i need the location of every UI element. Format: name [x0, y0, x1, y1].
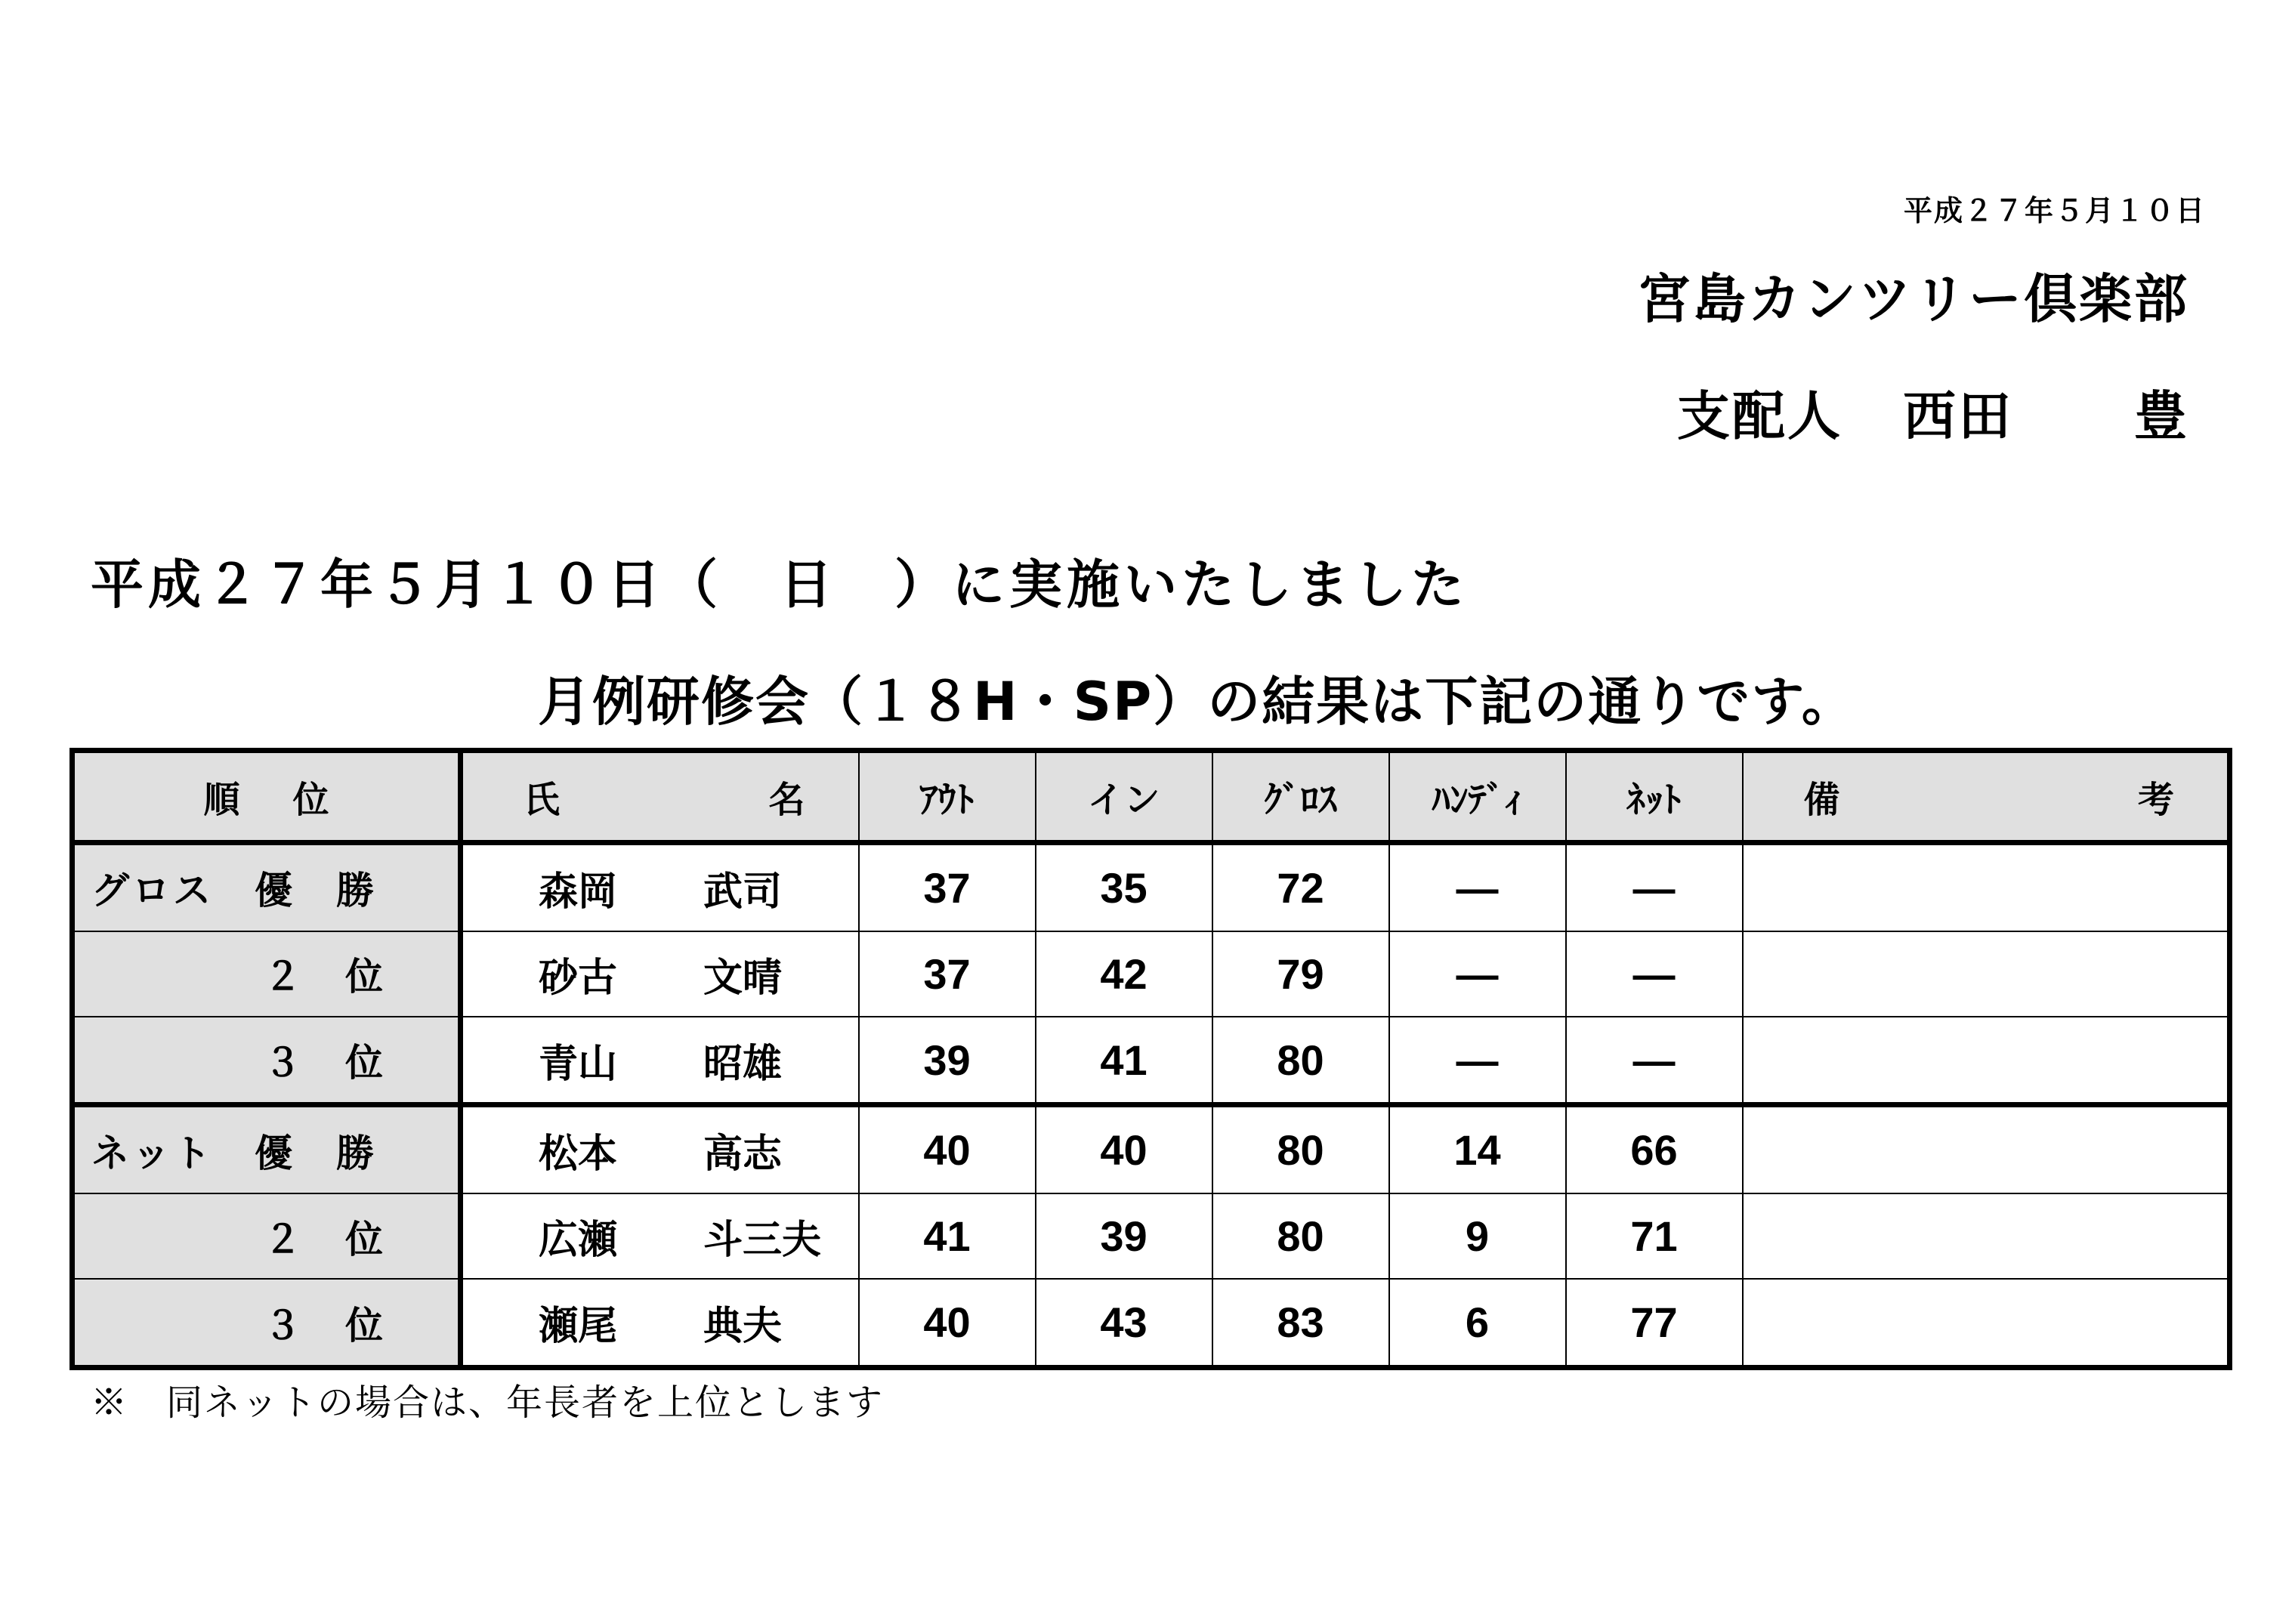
out-score: 41: [859, 1193, 1036, 1279]
net-score: 77: [1566, 1279, 1743, 1367]
rank-cell: ２ 位: [73, 931, 461, 1017]
in-score: 41: [1036, 1017, 1212, 1105]
handicap-value: 14: [1389, 1105, 1566, 1193]
gross-score: 80: [1212, 1017, 1389, 1105]
name-cell: 瀬尾 典夫: [461, 1279, 859, 1367]
name-cell: 広瀬 斗三夫: [461, 1193, 859, 1279]
net-score: —: [1566, 1017, 1743, 1105]
table-row: [73, 1017, 2230, 1105]
handicap-value: 9: [1389, 1193, 1566, 1279]
name-cell: 青山 昭雄: [461, 1017, 859, 1105]
net-score: 71: [1566, 1193, 1743, 1279]
manager-family-name: 西田: [1903, 385, 2013, 447]
in-score: 35: [1036, 843, 1212, 931]
in-score: 39: [1036, 1193, 1212, 1279]
gross-score: 80: [1212, 1105, 1389, 1193]
remarks-cell: [1743, 1193, 2230, 1279]
header-out: ｱｳﾄ: [859, 751, 1036, 843]
gross-score: 79: [1212, 931, 1389, 1017]
gross-score: 83: [1212, 1279, 1389, 1367]
header-in: イン: [1036, 751, 1212, 843]
footnote: ※ 同ネットの場合は、年長者を上位とします: [91, 1382, 885, 1424]
table-row: [73, 1193, 2230, 1279]
name-cell: 松本 高志: [461, 1105, 859, 1193]
remarks-cell: [1743, 1105, 2230, 1193]
manager-signature: [1677, 374, 2189, 450]
issue-date: 平成２７年５月１０日: [1903, 194, 2206, 227]
table-row: [73, 1279, 2230, 1367]
intro-line-1: 平成２７年５月１０日（ 日 ）に実施いたしました: [91, 554, 1469, 616]
manager-given-name: 豊: [2134, 385, 2189, 447]
table-row: [73, 843, 2230, 931]
net-score: —: [1566, 931, 1743, 1017]
rank-cell: グロス 優 勝: [73, 843, 461, 931]
net-score: 66: [1566, 1105, 1743, 1193]
header-gross: ｸﾞﾛｽ: [1212, 751, 1389, 843]
table-row: [73, 931, 2230, 1017]
header-name: 氏 名: [461, 751, 859, 843]
handicap-value: —: [1389, 931, 1566, 1017]
remarks-cell: [1743, 843, 2230, 931]
out-score: 37: [859, 931, 1036, 1017]
out-score: 40: [859, 1105, 1036, 1193]
in-score: 43: [1036, 1279, 1212, 1367]
handicap-value: —: [1389, 843, 1566, 931]
in-score: 42: [1036, 931, 1212, 1017]
out-score: 39: [859, 1017, 1036, 1105]
intro-line-2: 月例研修会（１８H・SP）の結果は下記の通りです。: [538, 671, 1856, 733]
rank-cell: ネット 優 勝: [73, 1105, 461, 1193]
out-score: 37: [859, 843, 1036, 931]
rank-cell: ３ 位: [73, 1279, 461, 1367]
gross-score: 72: [1212, 843, 1389, 931]
header-handicap: ﾊﾝﾃﾞｨ: [1389, 751, 1566, 843]
results-table: [69, 748, 2232, 1370]
rank-cell: ２ 位: [73, 1193, 461, 1279]
remarks-cell: [1743, 1017, 2230, 1105]
manager-title: 支配人: [1677, 385, 1842, 447]
club-name: 宮島カンツリー倶楽部: [1638, 268, 2189, 330]
table-row: [73, 1105, 2230, 1193]
in-score: 40: [1036, 1105, 1212, 1193]
header-rank: 順 位: [73, 751, 461, 843]
header-remarks: 備 考: [1743, 751, 2230, 843]
rank-cell: ３ 位: [73, 1017, 461, 1105]
handicap-value: 6: [1389, 1279, 1566, 1367]
remarks-cell: [1743, 931, 2230, 1017]
net-score: —: [1566, 843, 1743, 931]
name-cell: 砂古 文晴: [461, 931, 859, 1017]
name-cell: 森岡 武司: [461, 843, 859, 931]
gross-score: 80: [1212, 1193, 1389, 1279]
header-row: [73, 751, 2230, 843]
remarks-cell: [1743, 1279, 2230, 1367]
out-score: 40: [859, 1279, 1036, 1367]
handicap-value: —: [1389, 1017, 1566, 1105]
header-net: ﾈｯﾄ: [1566, 751, 1743, 843]
